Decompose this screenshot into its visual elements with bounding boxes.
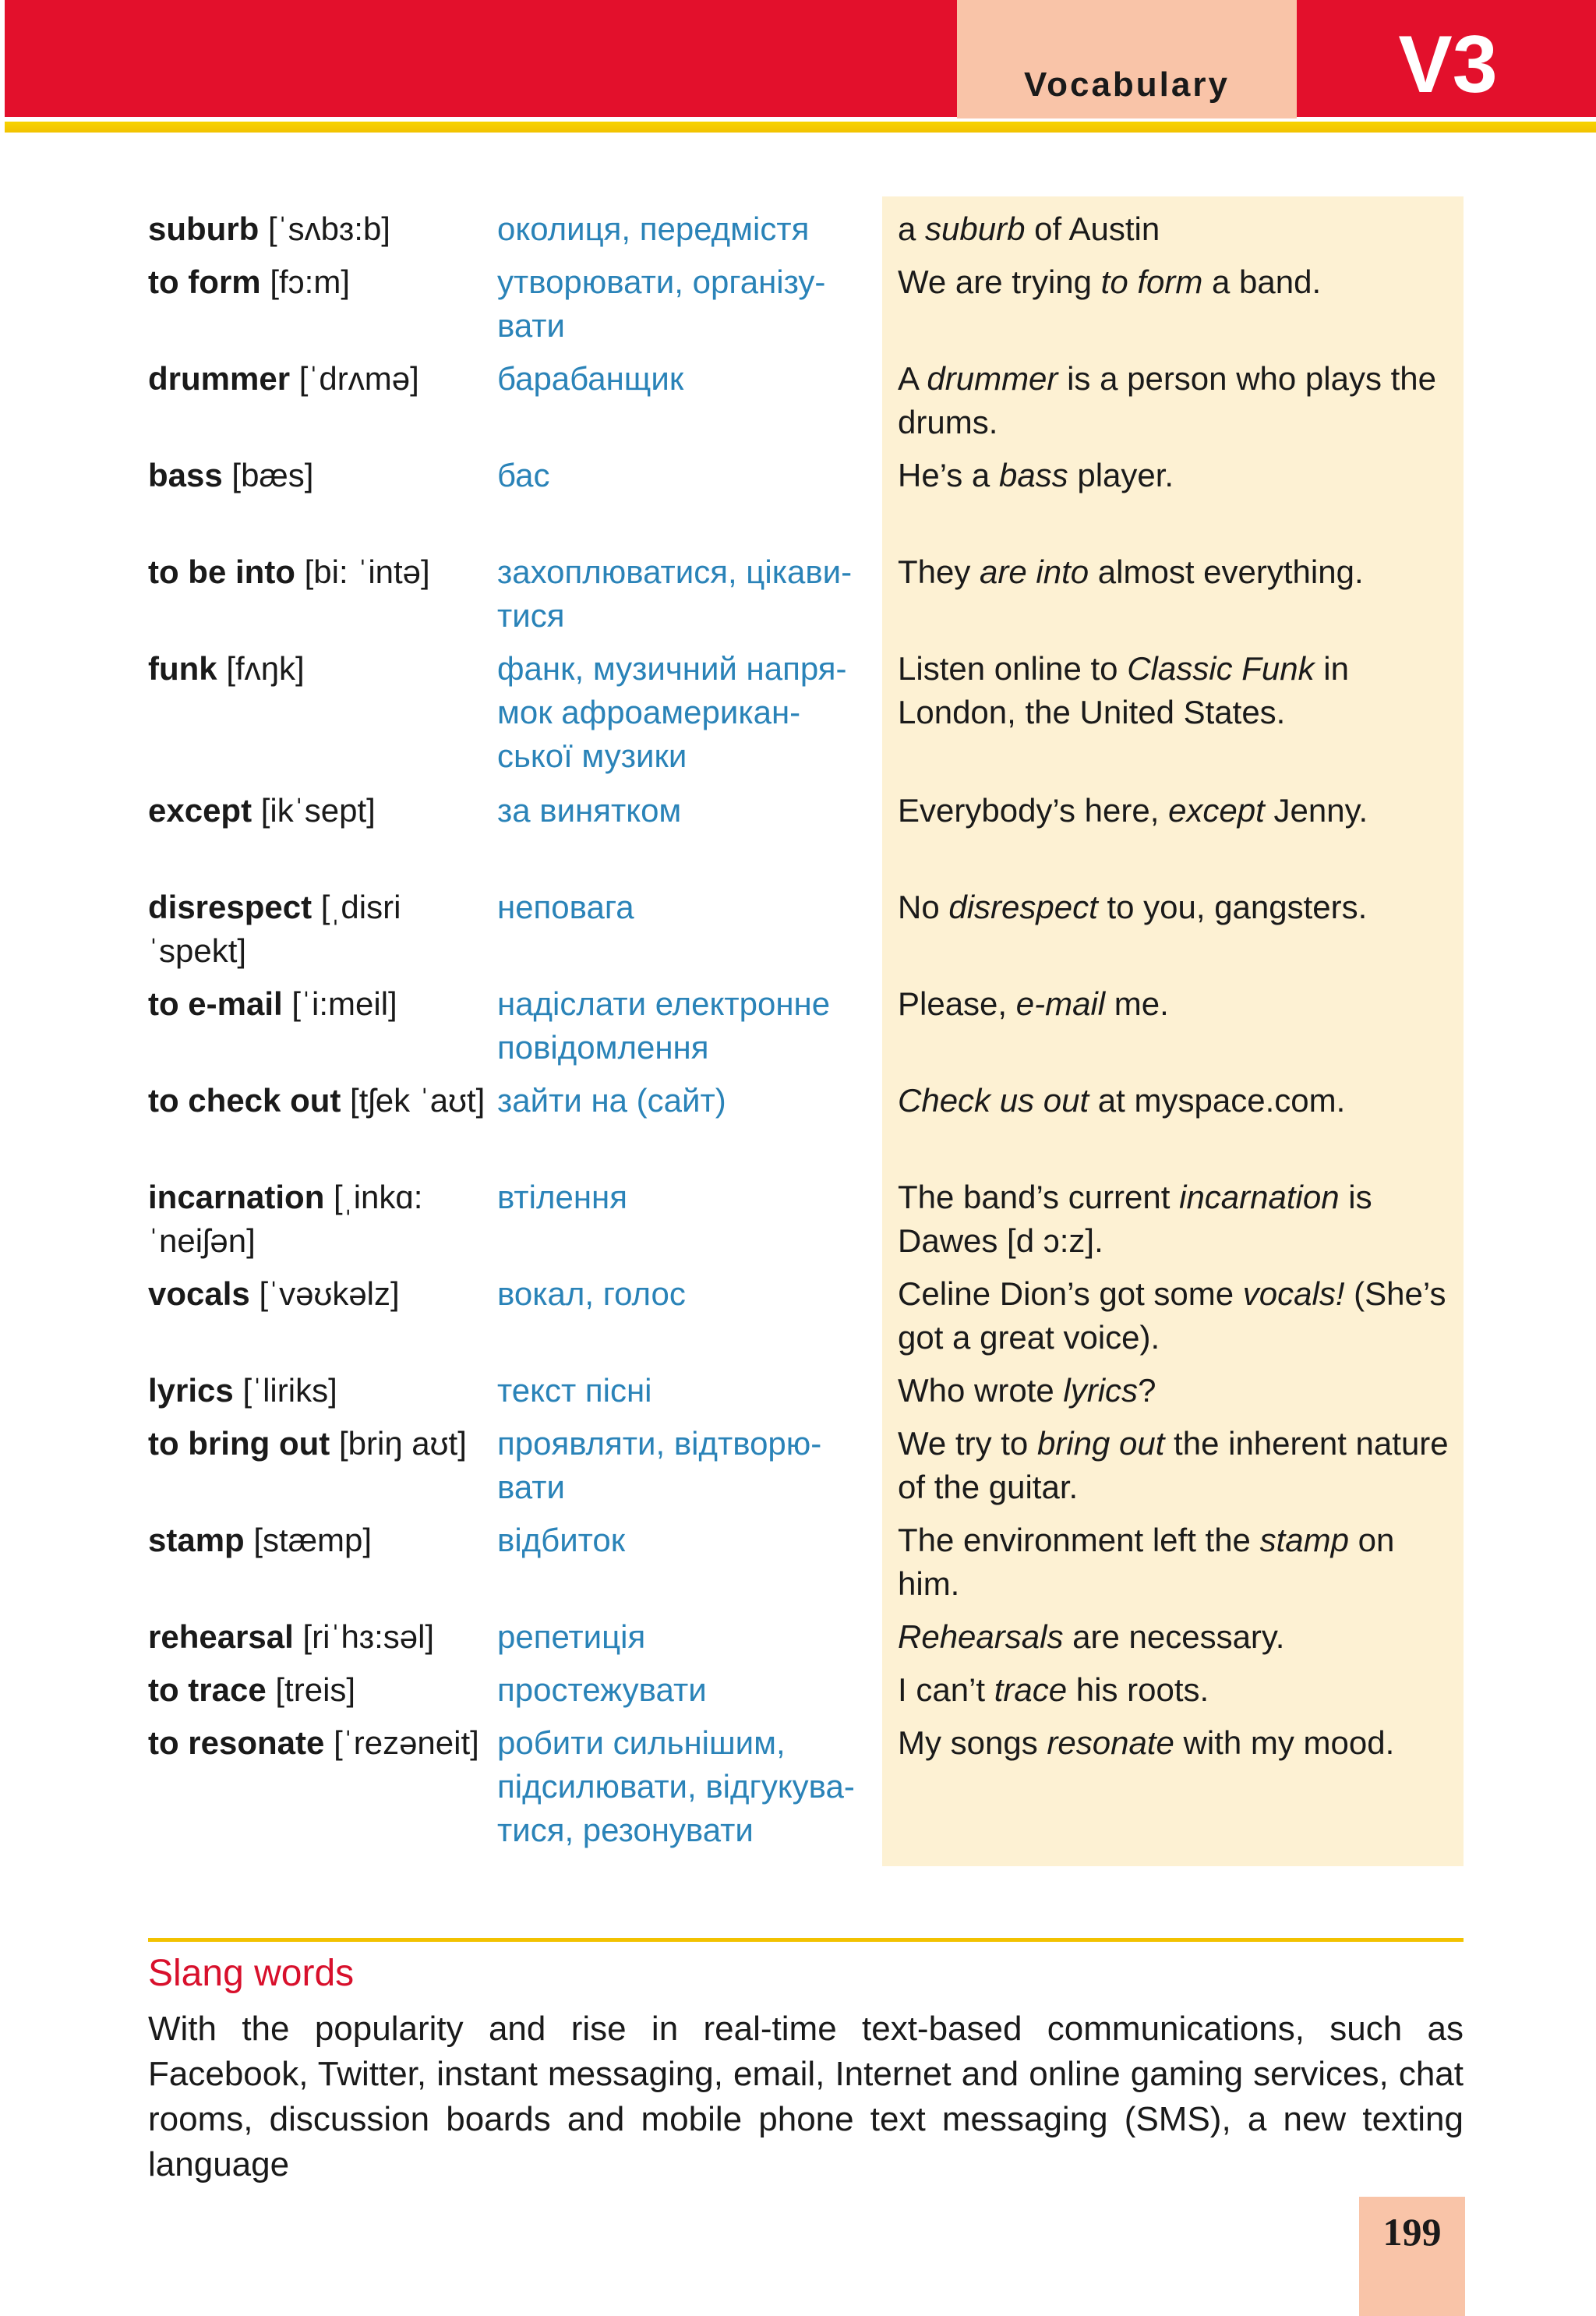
example-text: almost everything. [1089,553,1364,590]
example-keyword: bass [998,457,1068,493]
example-text: Who wrote [898,1372,1064,1409]
example-keyword: suburb [925,210,1026,247]
vocab-example [898,1519,1459,1606]
vocab-transcription: [ˈliriks] [242,1372,337,1409]
vocab-term [148,789,491,833]
example-keyword: Check us out [898,1082,1089,1119]
vocab-example [898,1272,1459,1360]
example-text: at myspace.com. [1089,1082,1346,1119]
vocab-example [898,550,1459,594]
vocab-word: funk [148,650,217,687]
example-keyword: bring out [1036,1425,1165,1462]
vocab-example [898,789,1459,833]
example-text: Listen online to [898,650,1128,687]
vocab-example [898,260,1459,304]
vocab-translation: надіслати електронне повідомлення [497,985,831,1066]
vocab-word: suburb [148,210,260,247]
vocab-transcription: [tʃek ˈaʊt] [350,1082,486,1119]
vocab-word: to be into [148,553,295,590]
example-text: the inherent nature of the guitar. [898,1425,1449,1505]
example-text: Jenny. [1264,792,1368,829]
vocab-transcription: [stæmp] [253,1522,373,1558]
vocab-word: bass [148,457,223,493]
vocab-word: stamp [148,1522,245,1558]
vocab-transcription: [ˈsʌbɜ:b] [268,210,390,247]
vocab-term [148,357,491,401]
example-text: with my mood. [1174,1724,1395,1761]
vocab-transcription: [fɔ:m] [270,263,350,300]
vocab-word: incarnation [148,1179,325,1215]
vocab-example [898,1176,1459,1263]
example-text: on him. [898,1522,1395,1602]
vocab-term [148,1369,491,1413]
vocab-translation: проявляти, відтворю-вати [497,1425,822,1505]
vocab-word: drummer [148,360,291,397]
vocab-term [148,982,491,1026]
example-text: I can’t [898,1671,994,1708]
vocab-translation: робити сильнішим, підсилювати, відгукува-тися, резонувати [497,1724,855,1848]
vocab-term [148,1721,491,1765]
example-keyword: vocals! [1242,1275,1345,1312]
example-text: We try to [898,1425,1037,1462]
example-text: They [898,553,980,590]
example-text: A [898,360,927,397]
vocab-translation: за винятком [497,792,682,829]
vocab-example [898,1079,1459,1123]
header-underline [5,122,1596,133]
example-text: My songs [898,1724,1047,1761]
vocab-transcription: [riˈhɜ:səl] [302,1618,435,1655]
example-keyword: incarnation [1179,1179,1340,1215]
vocab-translation: зайти на (сайт) [497,1082,726,1119]
vocab-transcription: [ˈrezəneit] [334,1724,479,1761]
vocab-example [898,647,1459,734]
vocab-term [148,886,491,973]
vocab-translation: неповага [497,889,634,925]
vocab-term [148,1615,491,1659]
example-text: Celine Dion’s got some [898,1275,1243,1312]
vocab-transcription: [ˈdrʌmə] [298,360,419,397]
example-keyword: lyrics [1063,1372,1139,1409]
example-text: in London, the United States. [898,650,1349,730]
example-keyword: trace [994,1671,1068,1708]
example-keyword: e-mail [1015,985,1106,1022]
vocab-transcription: [bi: ˈintə] [304,553,430,590]
vocab-example [898,982,1459,1026]
vocab-example [898,357,1459,444]
vocab-word: to resonate [148,1724,325,1761]
example-keyword: to form [1100,263,1203,300]
vocab-translation: вокал, голос [497,1275,686,1312]
vocab-example [898,1721,1459,1765]
example-keyword: stamp [1259,1522,1349,1558]
example-text: to you, gangsters. [1097,889,1368,925]
vocab-term [148,550,491,594]
example-keyword: are into [980,553,1089,590]
section-title: Vocabulary [1024,65,1230,104]
vocab-translation: текст пісні [497,1372,652,1409]
vocab-word: lyrics [148,1372,234,1409]
example-text: player. [1068,457,1174,493]
vocab-example [898,1668,1459,1712]
vocab-transcription: [fʌŋk] [226,650,305,687]
example-keyword: except [1168,792,1265,829]
vocab-translation: утворювати, організу-вати [497,263,826,344]
example-text: Please, [898,985,1016,1022]
example-text: (She’s got a great voice). [898,1275,1446,1356]
vocab-word: except [148,792,252,829]
vocab-term [148,260,491,304]
vocab-term [148,1176,491,1263]
vocab-transcription: [ikˈsept] [260,792,376,829]
vocab-translation: барабанщик [497,360,684,397]
example-keyword: drummer [927,360,1058,397]
vocab-translation: фанк, музичний напря-мок афроамерикан-ської музики [497,650,847,774]
slang-title: Slang words [148,1953,355,1994]
example-text: a band. [1202,263,1322,300]
example-text: his roots. [1067,1671,1209,1708]
vocab-word: to bring out [148,1425,330,1462]
vocab-term [148,1272,491,1316]
vocab-term [148,1079,491,1123]
vocab-example [898,886,1459,929]
vocab-transcription: [briŋ aʊt] [338,1425,467,1462]
vocab-translation: втілення [497,1179,627,1215]
vocab-translation: простежувати [497,1671,707,1708]
vocab-translation: репетиція [497,1618,646,1655]
page-number: 199 [1382,2210,1442,2254]
example-keyword: resonate [1047,1724,1174,1761]
example-text: a [898,210,926,247]
vocab-example [898,454,1459,497]
example-keyword: disrespect [948,889,1098,925]
example-text: He’s a [898,457,999,493]
vocab-transcription: [ˌinkɑ:ˈneiʃən] [148,1179,423,1259]
vocab-transcription: [treis] [275,1671,356,1708]
example-text: of Austin [1025,210,1160,247]
vocab-term [148,1668,491,1712]
vocab-example [898,207,1459,251]
vocab-word: vocals [148,1275,250,1312]
example-text: me. [1105,985,1169,1022]
vocab-example [898,1369,1459,1413]
vocab-word: disrespect [148,889,312,925]
slang-divider [148,1938,1464,1942]
example-text: are necessary. [1063,1618,1285,1655]
vocab-transcription: [ˈvəʊkəlz] [259,1275,400,1312]
example-text: No [898,889,949,925]
example-text: is a person who plays the drums. [898,360,1437,440]
vocab-translation: захоплюватися, цікави-тися [497,553,853,634]
example-text: ? [1138,1372,1156,1409]
example-text: The band’s current [898,1179,1180,1215]
vocab-term [148,207,491,251]
slang-paragraph: With the popularity and rise in real-time text-based communications, such as Facebook, Twitter, instant messaging, email, Internet and online gaming services, chat rooms, discussion boards and mobile phone text messaging (SMS), a new texting language [148,2010,1464,2183]
vocab-transcription: [ˈi:meil] [291,985,397,1022]
vocab-example [898,1422,1459,1509]
vocab-term [148,647,491,691]
vocab-translation: відбиток [497,1522,626,1558]
vocab-word: to check out [148,1082,341,1119]
vocab-translation: бас [497,457,550,493]
example-keyword: Classic Funk [1127,650,1315,687]
vocab-word: rehearsal [148,1618,294,1655]
vocab-translation: околиця, передмістя [497,210,810,247]
section-code: V3 [1398,19,1498,110]
vocab-word: to form [148,263,261,300]
vocab-word: to trace [148,1671,267,1708]
vocab-term [148,1422,491,1466]
vocab-term [148,454,491,497]
example-text: Everybody’s here, [898,792,1169,829]
vocab-transcription: [ˌdisriˈspekt] [148,889,401,969]
vocab-transcription: [bæs] [231,457,314,493]
example-text: We are trying [898,263,1101,300]
vocab-term [148,1519,491,1562]
example-text: The environment left the [898,1522,1260,1558]
example-text: is Dawes [d ɔ:z]. [898,1179,1372,1259]
vocab-example [898,1615,1459,1659]
example-keyword: Rehearsals [898,1618,1064,1655]
vocab-word: to e-mail [148,985,283,1022]
